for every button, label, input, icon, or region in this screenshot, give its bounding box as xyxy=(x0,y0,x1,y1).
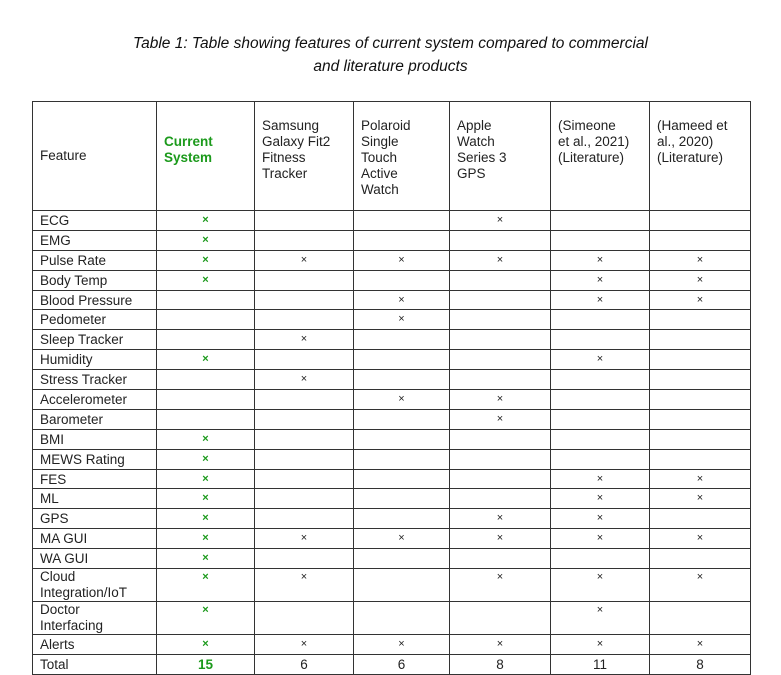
features-comparison-table xyxy=(32,101,751,675)
empty-cell xyxy=(450,449,551,469)
feature-label xyxy=(33,211,157,231)
empty-cell xyxy=(255,390,354,410)
check-mark-cell: × xyxy=(354,310,450,330)
check-mark-cell: × xyxy=(157,509,255,529)
empty-cell xyxy=(650,370,751,390)
check-mark-cell: × xyxy=(157,250,255,270)
feature-label-line: Total xyxy=(40,656,69,672)
check-mark-cell: × xyxy=(354,635,450,655)
check-mark-cell: × xyxy=(450,409,551,429)
check-mark-cell: × xyxy=(450,635,551,655)
empty-cell xyxy=(650,449,751,469)
empty-cell xyxy=(255,549,354,569)
empty-cell xyxy=(450,469,551,489)
check-mark-cell: × xyxy=(551,569,650,602)
empty-cell xyxy=(157,370,255,390)
header-text-line: Active xyxy=(361,166,398,181)
check-mark-cell: × xyxy=(354,290,450,310)
check-mark-cell: × xyxy=(157,549,255,569)
table-row xyxy=(33,310,751,330)
feature-label-line: Body Temp xyxy=(40,272,108,288)
feature-label-line: BMI xyxy=(40,431,65,447)
empty-cell xyxy=(354,449,450,469)
feature-label-line: WA GUI xyxy=(40,551,89,567)
check-mark-cell: × xyxy=(650,569,751,602)
check-mark-cell: × xyxy=(354,390,450,410)
empty-cell xyxy=(650,409,751,429)
table-row xyxy=(33,635,751,655)
feature-label xyxy=(33,370,157,390)
empty-cell xyxy=(157,310,255,330)
column-header-current-system xyxy=(157,102,255,211)
feature-label-line: Stress Tracker xyxy=(40,372,128,388)
feature-label-line: ECG xyxy=(40,212,70,228)
check-mark-cell: × xyxy=(255,569,354,602)
empty-cell xyxy=(255,602,354,635)
feature-label-line: EMG xyxy=(40,232,71,248)
check-mark-cell: × xyxy=(650,635,751,655)
check-mark-cell: × xyxy=(650,290,751,310)
feature-label-line: MA GUI xyxy=(40,531,88,547)
empty-cell xyxy=(650,602,751,635)
check-mark-cell: × xyxy=(650,489,751,509)
check-mark-cell: × xyxy=(551,489,650,509)
empty-cell xyxy=(157,409,255,429)
header-text-line: Watch xyxy=(457,134,495,149)
empty-cell xyxy=(551,370,650,390)
empty-cell xyxy=(650,390,751,410)
empty-cell xyxy=(650,429,751,449)
check-mark-cell: × xyxy=(650,250,751,270)
feature-label xyxy=(33,602,157,635)
feature-label xyxy=(33,654,157,674)
empty-cell xyxy=(255,429,354,449)
total-cell: 8 xyxy=(650,654,751,674)
check-mark-cell: × xyxy=(551,270,650,290)
check-mark-cell: × xyxy=(551,635,650,655)
check-mark-cell: × xyxy=(450,529,551,549)
feature-label xyxy=(33,390,157,410)
empty-cell xyxy=(551,390,650,410)
table-row xyxy=(33,330,751,350)
empty-cell xyxy=(354,602,450,635)
feature-label-line: Barometer xyxy=(40,411,104,427)
check-mark-cell: × xyxy=(255,635,354,655)
empty-cell xyxy=(450,602,551,635)
empty-cell xyxy=(551,330,650,350)
empty-cell xyxy=(255,350,354,370)
feature-label xyxy=(33,635,157,655)
feature-label-line: ML xyxy=(40,491,59,507)
column-header-simeone-2021 xyxy=(551,102,650,211)
feature-label xyxy=(33,509,157,529)
check-mark-cell: × xyxy=(354,529,450,549)
table-body xyxy=(33,211,751,675)
check-mark-cell: × xyxy=(157,635,255,655)
empty-cell xyxy=(255,469,354,489)
check-mark-cell: × xyxy=(157,469,255,489)
empty-cell xyxy=(157,330,255,350)
feature-label xyxy=(33,409,157,429)
check-mark-cell: × xyxy=(255,250,354,270)
feature-label-line: Cloud xyxy=(40,569,76,585)
empty-cell xyxy=(450,290,551,310)
header-text-line: GPS xyxy=(457,166,486,181)
check-mark-cell: × xyxy=(157,230,255,250)
header-row xyxy=(33,102,751,211)
empty-cell xyxy=(255,230,354,250)
feature-label-line: Blood Pressure xyxy=(40,292,133,308)
empty-cell xyxy=(551,449,650,469)
column-header-hameed-2020 xyxy=(650,102,751,211)
header-text-line: Polaroid xyxy=(361,118,411,133)
empty-cell xyxy=(450,270,551,290)
feature-label xyxy=(33,310,157,330)
empty-cell xyxy=(354,489,450,509)
check-mark-cell: × xyxy=(157,211,255,231)
header-text-line: (Hameed et xyxy=(657,118,728,133)
empty-cell xyxy=(650,330,751,350)
feature-label xyxy=(33,569,157,602)
empty-cell xyxy=(255,489,354,509)
check-mark-cell: × xyxy=(450,509,551,529)
empty-cell xyxy=(255,290,354,310)
empty-cell xyxy=(354,370,450,390)
table-row xyxy=(33,602,751,635)
empty-cell xyxy=(255,409,354,429)
table-row xyxy=(33,409,751,429)
header-text-line: Touch xyxy=(361,150,398,165)
empty-cell xyxy=(450,350,551,370)
empty-cell xyxy=(551,310,650,330)
empty-cell xyxy=(354,350,450,370)
table-row xyxy=(33,270,751,290)
header-text-line: Samsung xyxy=(262,118,320,133)
feature-label xyxy=(33,469,157,489)
empty-cell xyxy=(157,290,255,310)
total-cell: 6 xyxy=(354,654,450,674)
feature-label xyxy=(33,529,157,549)
empty-cell xyxy=(354,211,450,231)
table-row xyxy=(33,211,751,231)
table-caption xyxy=(0,32,781,78)
header-text-line: Feature xyxy=(40,148,87,163)
check-mark-cell: × xyxy=(551,350,650,370)
table-row xyxy=(33,489,751,509)
empty-cell xyxy=(255,310,354,330)
caption-line-2: and literature products xyxy=(313,58,468,75)
header-text-line: (Simeone xyxy=(558,118,616,133)
table-row xyxy=(33,449,751,469)
empty-cell xyxy=(354,270,450,290)
check-mark-cell: × xyxy=(450,569,551,602)
empty-cell xyxy=(650,350,751,370)
empty-cell xyxy=(551,230,650,250)
check-mark-cell: × xyxy=(157,489,255,509)
empty-cell xyxy=(354,569,450,602)
table-row xyxy=(33,290,751,310)
check-mark-cell: × xyxy=(650,529,751,549)
check-mark-cell: × xyxy=(157,569,255,602)
empty-cell xyxy=(255,509,354,529)
feature-label-line: Pedometer xyxy=(40,312,107,328)
empty-cell xyxy=(450,230,551,250)
total-cell: 6 xyxy=(255,654,354,674)
empty-cell xyxy=(450,330,551,350)
check-mark-cell: × xyxy=(650,469,751,489)
feature-label xyxy=(33,350,157,370)
empty-cell xyxy=(450,310,551,330)
feature-label-line: Humidity xyxy=(40,352,93,368)
total-cell: 8 xyxy=(450,654,551,674)
total-cell: 11 xyxy=(551,654,650,674)
check-mark-cell: × xyxy=(157,270,255,290)
check-mark-cell: × xyxy=(551,469,650,489)
empty-cell xyxy=(551,409,650,429)
header-text-line: Series 3 xyxy=(457,150,507,165)
feature-label xyxy=(33,250,157,270)
table-row xyxy=(33,569,751,602)
empty-cell xyxy=(255,270,354,290)
empty-cell xyxy=(354,330,450,350)
total-row xyxy=(33,654,751,674)
check-mark-cell: × xyxy=(354,250,450,270)
header-text-line: System xyxy=(164,150,213,165)
header-text-line: et al., 2021) xyxy=(558,134,630,149)
empty-cell xyxy=(650,211,751,231)
check-mark-cell: × xyxy=(157,429,255,449)
table-row xyxy=(33,250,751,270)
feature-label xyxy=(33,549,157,569)
feature-label xyxy=(33,230,157,250)
feature-label xyxy=(33,429,157,449)
empty-cell xyxy=(157,390,255,410)
check-mark-cell: × xyxy=(450,390,551,410)
feature-label-line: MEWS Rating xyxy=(40,451,125,467)
table-row xyxy=(33,429,751,449)
table-row xyxy=(33,390,751,410)
feature-label-line: GPS xyxy=(40,511,69,527)
empty-cell xyxy=(354,549,450,569)
empty-cell xyxy=(450,429,551,449)
column-header-feature xyxy=(33,102,157,211)
check-mark-cell: × xyxy=(157,350,255,370)
header-text-line: Apple xyxy=(457,118,492,133)
empty-cell xyxy=(650,310,751,330)
empty-cell xyxy=(255,449,354,469)
check-mark-cell: × xyxy=(450,211,551,231)
check-mark-cell: × xyxy=(450,250,551,270)
empty-cell xyxy=(354,469,450,489)
feature-label-line: Alerts xyxy=(40,636,75,652)
check-mark-cell: × xyxy=(551,290,650,310)
header-text-line: (Literature) xyxy=(558,150,625,165)
empty-cell xyxy=(255,211,354,231)
feature-label-line: Integration/IoT xyxy=(40,585,128,601)
table-row xyxy=(33,549,751,569)
header-text-line: Galaxy Fit2 xyxy=(262,134,331,149)
empty-cell xyxy=(354,230,450,250)
feature-label-line: Interfacing xyxy=(40,618,104,634)
check-mark-cell: × xyxy=(255,330,354,350)
table-row xyxy=(33,509,751,529)
check-mark-cell: × xyxy=(551,529,650,549)
check-mark-cell: × xyxy=(551,509,650,529)
header-text-line: al., 2020) xyxy=(657,134,714,149)
header-text-line: Single xyxy=(361,134,399,149)
header-text-line: Tracker xyxy=(262,166,308,181)
feature-label-line: Accelerometer xyxy=(40,391,128,407)
check-mark-cell: × xyxy=(551,250,650,270)
empty-cell xyxy=(354,509,450,529)
empty-cell xyxy=(450,370,551,390)
header-text-line: (Literature) xyxy=(657,150,724,165)
feature-label-line: Pulse Rate xyxy=(40,252,107,268)
check-mark-cell: × xyxy=(157,602,255,635)
header-text-line: Watch xyxy=(361,182,399,197)
empty-cell xyxy=(650,230,751,250)
check-mark-cell: × xyxy=(157,529,255,549)
feature-label xyxy=(33,449,157,469)
empty-cell xyxy=(450,549,551,569)
column-header-apple-watch xyxy=(450,102,551,211)
table-row xyxy=(33,529,751,549)
feature-label xyxy=(33,270,157,290)
empty-cell xyxy=(450,489,551,509)
feature-label-line: FES xyxy=(40,471,67,487)
check-mark-cell: × xyxy=(255,370,354,390)
column-header-polaroid-watch xyxy=(354,102,450,211)
check-mark-cell: × xyxy=(551,602,650,635)
feature-label xyxy=(33,489,157,509)
total-cell: 15 xyxy=(157,654,255,674)
empty-cell xyxy=(354,429,450,449)
feature-label-line: Doctor xyxy=(40,602,80,618)
empty-cell xyxy=(650,509,751,529)
table-row xyxy=(33,230,751,250)
check-mark-cell: × xyxy=(255,529,354,549)
header-text-line: Current xyxy=(164,134,213,149)
feature-label-line: Sleep Tracker xyxy=(40,332,124,348)
header-text-line: Fitness xyxy=(262,150,306,165)
table-row xyxy=(33,469,751,489)
feature-label xyxy=(33,330,157,350)
empty-cell xyxy=(650,549,751,569)
empty-cell xyxy=(551,549,650,569)
check-mark-cell: × xyxy=(650,270,751,290)
table-row xyxy=(33,370,751,390)
empty-cell xyxy=(551,429,650,449)
check-mark-cell: × xyxy=(157,449,255,469)
caption-line-1: Table 1: Table showing features of current system compared to commercial xyxy=(133,35,648,52)
empty-cell xyxy=(354,409,450,429)
column-header-samsung-galaxy-fit2 xyxy=(255,102,354,211)
empty-cell xyxy=(551,211,650,231)
feature-label xyxy=(33,290,157,310)
table-row xyxy=(33,350,751,370)
